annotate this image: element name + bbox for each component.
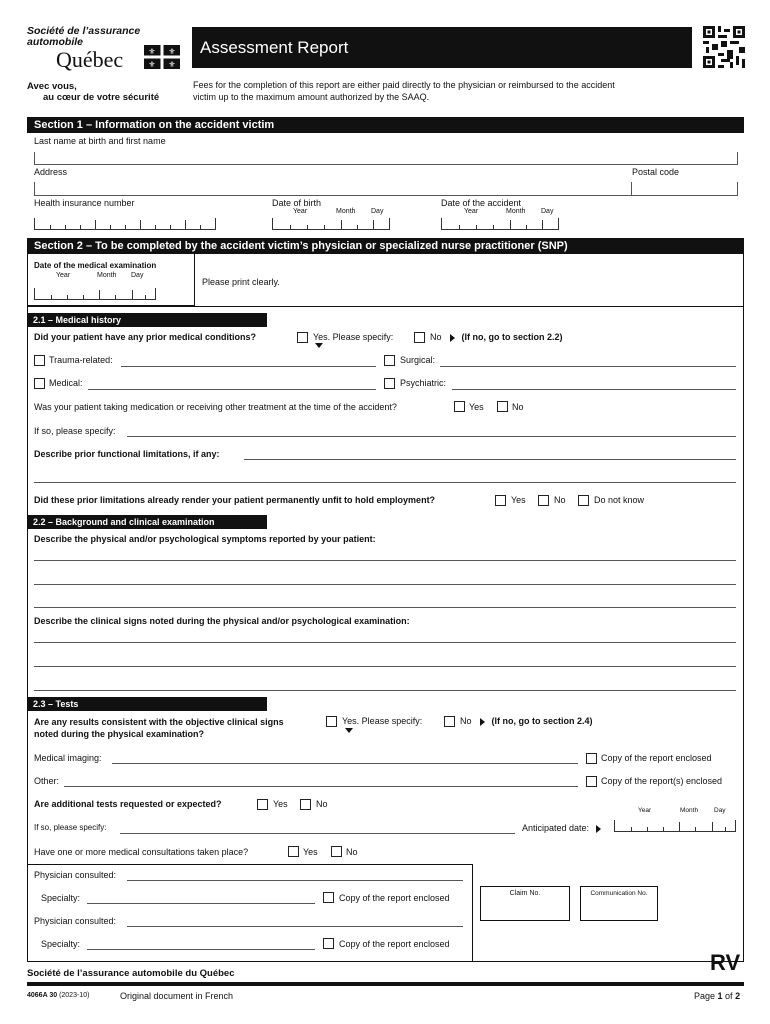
qr-code-icon xyxy=(703,26,745,68)
surgical-field[interactable] xyxy=(440,366,736,367)
functional-limits-label: Describe prior functional limitations, if any: xyxy=(34,449,220,459)
prior-conditions-question: Did your patient have any prior medical conditions? xyxy=(34,332,257,342)
svg-text:⚜: ⚜ xyxy=(148,47,156,56)
specialty-copy-checkbox-2[interactable] xyxy=(323,938,334,949)
svg-text:⚜: ⚜ xyxy=(148,60,156,69)
additional-if-so-label: If so, please specify: xyxy=(34,823,107,832)
results-yes-checkbox[interactable] xyxy=(326,716,337,727)
acc-year: Year xyxy=(464,208,479,215)
unfit-dont-know-checkbox[interactable] xyxy=(578,495,589,506)
section1-header: Section 1 – Information on the accident victim xyxy=(27,117,744,133)
symptoms-line-3[interactable] xyxy=(34,607,736,608)
fleur-de-lis-flag-icon xyxy=(144,45,180,69)
exam-month: Month xyxy=(97,272,117,279)
arrow-right-icon xyxy=(596,825,601,833)
org-name: Société de l’assurance automobile xyxy=(27,25,141,48)
physician-field-2[interactable] xyxy=(127,926,463,927)
title-bar xyxy=(192,27,692,68)
consult-yes-checkbox[interactable] xyxy=(288,846,299,857)
prior-yes-label: Yes. Please specify: xyxy=(313,332,394,342)
consult-no-label: No xyxy=(346,847,358,857)
other-copy-label: Copy of the report(s) enclosed xyxy=(601,776,723,786)
consult-no-checkbox[interactable] xyxy=(331,846,342,857)
trauma-field[interactable] xyxy=(121,366,376,367)
anticipated-day: Day xyxy=(714,807,726,814)
psychiatric-label: Psychiatric: xyxy=(400,378,447,388)
if-so-field[interactable] xyxy=(127,436,736,437)
medication-yes-label: Yes xyxy=(469,402,484,412)
claim-no-box[interactable] xyxy=(480,886,570,921)
results-no-label: No (If no, go to section 2.4) xyxy=(460,716,593,726)
fees-note: Fees for the completion of this report are either paid directly to the physician or reimbursed to the accident victim up to the maximum amount authorized by the SAAQ. xyxy=(193,80,615,102)
accident-date-label: Date of the accident xyxy=(441,198,522,208)
dob-month: Month xyxy=(336,208,356,215)
trauma-label: Trauma-related: xyxy=(49,355,113,365)
functional-limits-field[interactable] xyxy=(244,459,736,460)
anticipated-date-field[interactable] xyxy=(614,820,736,832)
specialty-copy-label-2: Copy of the report enclosed xyxy=(339,939,450,949)
section23-header: 2.3 – Tests xyxy=(27,697,267,711)
unfit-no-label: No xyxy=(554,495,566,505)
functional-limits-field-2[interactable] xyxy=(34,482,736,483)
signs-line-2[interactable] xyxy=(34,666,736,667)
section2-header: Section 2 – To be completed by the accident victim’s physician or specialized nurse practitioner (SNP) xyxy=(27,238,744,254)
unfit-dont-know-label: Do not know xyxy=(594,495,645,505)
physician-label-2: Physician consulted: xyxy=(34,916,117,926)
medical-field[interactable] xyxy=(88,389,376,390)
unfit-yes-label: Yes xyxy=(511,495,526,505)
print-clearly: Please print clearly. xyxy=(202,277,280,287)
specialty-copy-label-1: Copy of the report enclosed xyxy=(339,893,450,903)
exam-date-label: Date of the medical examination xyxy=(34,261,157,270)
specialty-copy-checkbox-1[interactable] xyxy=(323,892,334,903)
medical-checkbox[interactable] xyxy=(34,378,45,389)
postal-code-field[interactable] xyxy=(631,182,738,196)
last-name-field[interactable] xyxy=(34,152,738,165)
communication-no-box[interactable] xyxy=(580,886,658,921)
arrow-down-icon xyxy=(345,728,353,733)
last-name-label: Last name at birth and first name xyxy=(34,136,166,146)
prior-no-checkbox[interactable] xyxy=(414,332,425,343)
other-label: Other: xyxy=(34,776,60,786)
anticipated-year: Year xyxy=(638,807,652,814)
slogan: Avec vous, au cœur de votre sécurité xyxy=(27,81,160,103)
original-note: Original document in French xyxy=(120,991,234,1001)
unfit-no-checkbox[interactable] xyxy=(538,495,549,506)
health-insurance-label: Health insurance number xyxy=(34,198,135,208)
other-field[interactable] xyxy=(64,786,578,787)
exam-year: Year xyxy=(56,272,71,279)
other-copy-checkbox[interactable] xyxy=(586,776,597,787)
additional-yes-checkbox[interactable] xyxy=(257,799,268,810)
signs-line-3[interactable] xyxy=(34,690,736,691)
specialty-field-2[interactable] xyxy=(87,949,315,950)
physician-field-1[interactable] xyxy=(127,880,463,881)
exam-day: Day xyxy=(131,272,144,279)
medication-question: Was your patient taking medication or receiving other treatment at the time of the accident? xyxy=(34,402,397,412)
specialty-label-2: Specialty: xyxy=(41,939,81,949)
medication-yes-checkbox[interactable] xyxy=(454,401,465,412)
specialty-field-1[interactable] xyxy=(87,903,315,904)
consult-question: Have one or more medical consultations taken place? xyxy=(34,847,249,857)
dob-day: Day xyxy=(371,208,384,215)
additional-tests-question: Are additional tests requested or expected? xyxy=(34,799,222,809)
communication-no-label: Communication No. xyxy=(590,890,648,897)
arrow-right-icon xyxy=(480,718,485,726)
dob-field[interactable] xyxy=(272,218,390,230)
address-label: Address xyxy=(34,167,68,177)
results-yes-label: Yes. Please specify: xyxy=(342,716,423,726)
acc-day: Day xyxy=(541,208,554,215)
page-number: Page 1 of 2 xyxy=(694,991,741,1001)
svg-text:⚜: ⚜ xyxy=(168,47,176,56)
form-number: 4066A 30 (2023-10) xyxy=(27,992,90,999)
psychiatric-field[interactable] xyxy=(452,389,736,390)
footer-org-name: Société de l’assurance automobile du Québec xyxy=(27,968,235,979)
arrow-down-icon xyxy=(315,343,323,348)
postal-code-label: Postal code xyxy=(632,167,680,177)
additional-no-label: No xyxy=(316,799,328,809)
exam-date-field[interactable] xyxy=(34,288,156,300)
symptoms-question: Describe the physical and/or psychological symptoms reported by your patient: xyxy=(34,534,376,544)
quebec-wordmark: Québec xyxy=(56,47,124,72)
svg-text:⚜: ⚜ xyxy=(168,60,176,69)
trauma-checkbox[interactable] xyxy=(34,355,45,366)
signs-line-1[interactable] xyxy=(34,642,736,643)
acc-month: Month xyxy=(506,208,526,215)
section22-header: 2.2 – Background and clinical examination xyxy=(27,515,267,529)
accident-date-field[interactable] xyxy=(441,218,559,230)
page-title: Assessment Report xyxy=(200,38,349,57)
medication-no-checkbox[interactable] xyxy=(497,401,508,412)
prior-yes-checkbox[interactable] xyxy=(297,332,308,343)
symptoms-line-1[interactable] xyxy=(34,560,736,561)
medical-label: Medical: xyxy=(49,378,83,388)
specialty-label-1: Specialty: xyxy=(41,893,81,903)
results-question: Are any results consistent with the objective clinical signs noted during the physical examination? xyxy=(34,717,284,739)
section21-header: 2.1 – Medical history xyxy=(27,313,267,327)
rv-mark: RV xyxy=(710,950,741,975)
address-field[interactable] xyxy=(34,182,631,196)
symptoms-line-2[interactable] xyxy=(34,584,736,585)
additional-no-checkbox[interactable] xyxy=(300,799,311,810)
surgical-checkbox[interactable] xyxy=(384,355,395,366)
medication-no-label: No xyxy=(512,402,524,412)
dob-label: Date of birth xyxy=(272,198,322,208)
signs-question: Describe the clinical signs noted during the physical and/or psychological examination: xyxy=(34,616,410,626)
dob-year: Year xyxy=(293,208,308,215)
prior-no-label: No (If no, go to section 2.2) xyxy=(430,332,563,342)
imaging-label: Medical imaging: xyxy=(34,753,102,763)
arrow-right-icon xyxy=(450,334,455,342)
results-no-checkbox[interactable] xyxy=(444,716,455,727)
claim-no-label: Claim No. xyxy=(509,890,541,897)
health-insurance-field[interactable] xyxy=(34,218,216,230)
if-so-label: If so, please specify: xyxy=(34,426,116,436)
imaging-copy-checkbox[interactable] xyxy=(586,753,597,764)
anticipated-label: Anticipated date: xyxy=(522,823,601,833)
additional-if-so-field[interactable] xyxy=(120,833,515,834)
anticipated-month: Month xyxy=(680,807,699,814)
imaging-field[interactable] xyxy=(112,763,578,764)
consult-yes-label: Yes xyxy=(303,847,318,857)
surgical-label: Surgical: xyxy=(400,355,436,365)
physician-label-1: Physician consulted: xyxy=(34,870,117,880)
unfit-question: Did these prior limitations already render your patient permanently unfit to hold employment? xyxy=(34,495,436,505)
additional-yes-label: Yes xyxy=(273,799,288,809)
psychiatric-checkbox[interactable] xyxy=(384,378,395,389)
unfit-yes-checkbox[interactable] xyxy=(495,495,506,506)
imaging-copy-label: Copy of the report enclosed xyxy=(601,753,712,763)
